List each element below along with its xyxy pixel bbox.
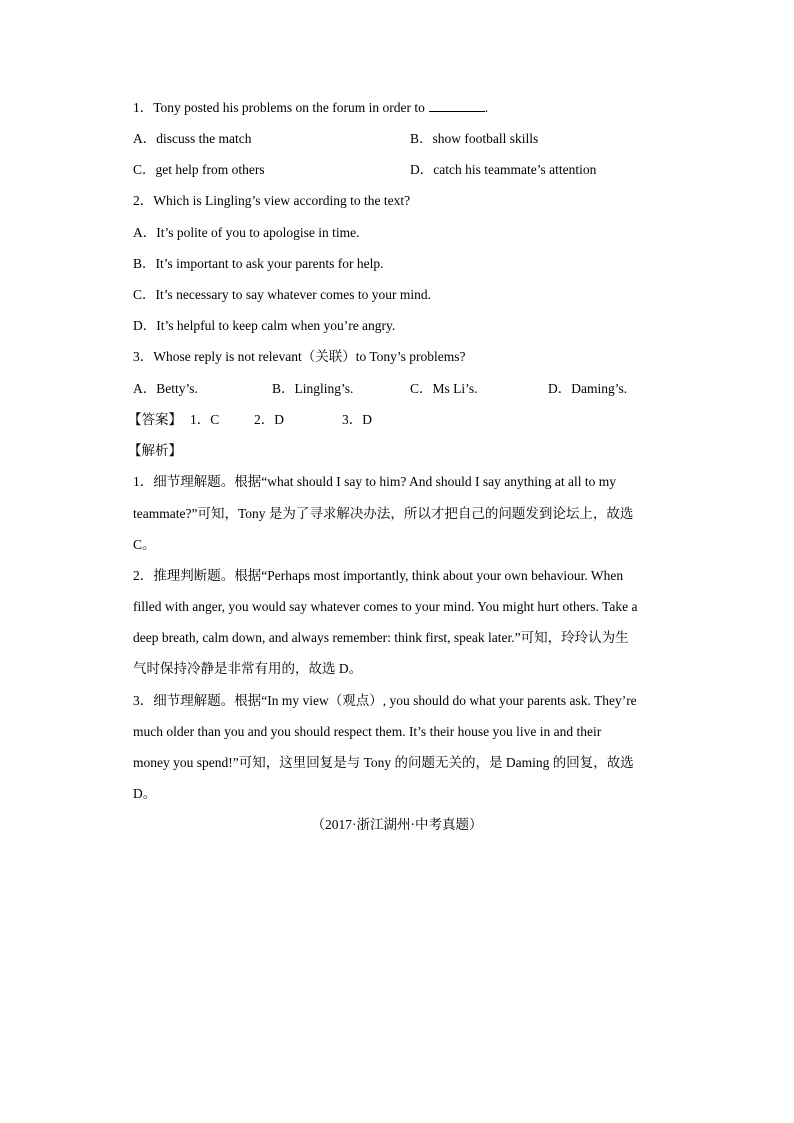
analysis-label: 【解析】	[128, 443, 182, 458]
question-3-option-a: A．Betty’s.	[133, 381, 198, 396]
question-1-option-d: D．catch his teammate’s attention	[410, 162, 597, 177]
question-2-stem: 2．Which is Lingling’s view according to the text?	[133, 193, 411, 208]
question-3-option-d: D．Daming’s.	[548, 381, 628, 396]
answer-2: 2．D	[254, 412, 284, 427]
analysis-1-line-3: C。	[133, 537, 156, 552]
analysis-1-line-1: 1．细节理解题。根据“what should I say to him? And should I say anything at all to my	[133, 474, 616, 489]
question-1-option-a: A．discuss the match	[133, 131, 252, 146]
question-1-stem	[133, 99, 488, 117]
question-3-option-b: B．Lingling’s.	[272, 381, 354, 396]
analysis-2-line-4: 气时保持冷静是非常有用的，故选 D。	[133, 661, 363, 676]
question-2-option-c: C．It’s necessary to say whatever comes to your mind.	[133, 287, 432, 302]
answer-blank	[429, 99, 485, 112]
question-2-option-a: A．It’s polite of you to apologise in time.	[133, 225, 360, 240]
answer-1: 1．C	[190, 412, 220, 427]
analysis-2-line-2: filled with anger, you would say whatever comes to your mind. You might hurt others. Take a	[133, 599, 638, 614]
question-2-option-d: D．It’s helpful to keep calm when you’re angry.	[133, 318, 396, 333]
analysis-3-line-2: much older than you and you should respect them. It’s their house you live in and their	[133, 724, 602, 739]
question-1-end: .	[484, 100, 489, 115]
analysis-2-line-1: 2．推理判断题。根据“Perhaps most importantly, think about your own behaviour. When	[133, 568, 624, 583]
answer-3: 3．D	[342, 412, 372, 427]
question-3-option-c: C．Ms Li’s.	[410, 381, 478, 396]
question-2-option-b: B．It’s important to ask your parents for help.	[133, 256, 384, 271]
question-1-text: 1．Tony posted his problems on the forum in order to	[133, 100, 425, 115]
question-3-stem: 3．Whose reply is not relevant（关联）to Tony’s problems?	[133, 349, 466, 364]
question-1-option-b: B．show football skills	[410, 131, 539, 146]
analysis-3-line-3: money you spend!”可知，这里回复是与 Tony 的问题无关的，是 Daming 的回复，故选	[133, 755, 634, 770]
source-citation: （2017·浙江湖州·中考真题）	[311, 817, 483, 832]
analysis-2-line-3: deep breath, calm down, and always remember: think first, speak later.”可知，玲玲认为生	[133, 630, 629, 645]
answer-label: 【答案】	[128, 412, 182, 427]
analysis-3-line-1: 3．细节理解题。根据“In my view（观点）, you should do what your parents ask. They’re	[133, 693, 637, 708]
analysis-1-line-2: teammate?”可知，Tony 是为了寻求解决办法，所以才把自己的问题发到论坛上，故选	[133, 506, 634, 521]
question-1-option-c: C．get help from others	[133, 162, 265, 177]
analysis-3-line-4: D。	[133, 786, 157, 801]
